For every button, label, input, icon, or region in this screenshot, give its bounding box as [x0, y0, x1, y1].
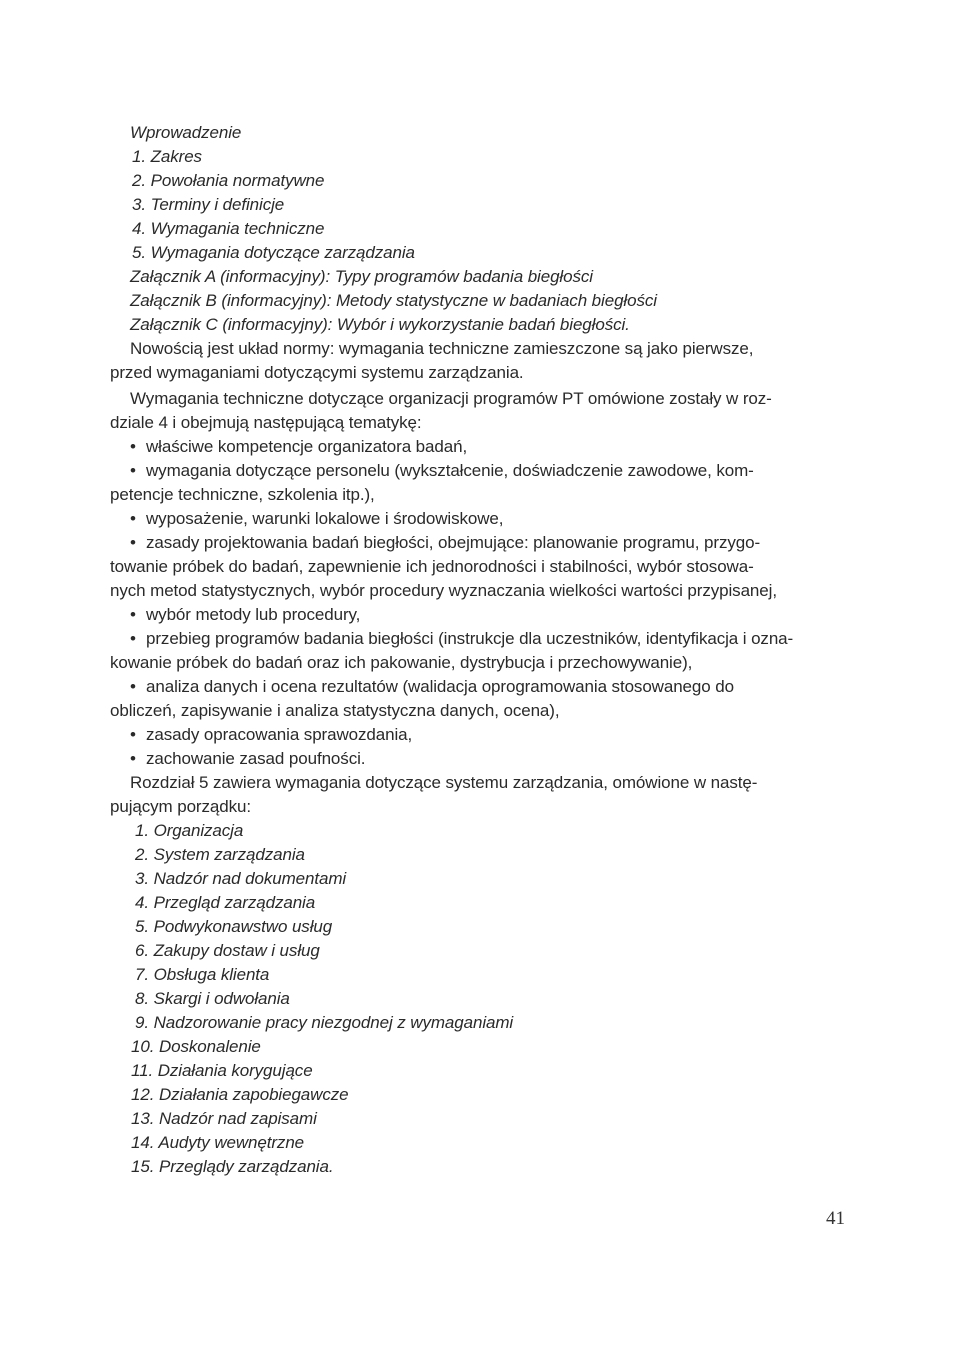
paragraph-line: dziale 4 i obejmują następującą tematykę:	[110, 413, 422, 432]
toc-item: 4. Wymagania techniczne	[132, 219, 325, 238]
bullet-item: • wybór metody lub procedury,	[130, 604, 360, 626]
bullet-item: • zachowanie zasad poufności.	[130, 748, 365, 770]
toc-item: 2. Powołania normatywne	[132, 171, 325, 190]
toc-item: 3. Terminy i definicje	[132, 195, 285, 214]
chapter5-item: 6. Zakupy dostaw i usług	[135, 941, 320, 960]
paragraph-line: Wymagania techniczne dotyczące organizacji programów PT omówione zostały w roz-	[130, 389, 772, 408]
bullet-item: • przebieg programów badania biegłości (instrukcje dla uczestników, identyfikacja i ozna-	[130, 628, 793, 650]
paragraph-line: Nowością jest układ normy: wymagania techniczne zamieszczone są jako pierwsze,	[130, 339, 754, 358]
chapter5-item: 11. Działania korygujące	[131, 1061, 313, 1080]
toc-item: Załącznik A (informacyjny): Typy programów badania biegłości	[130, 267, 593, 286]
paragraph-line: przed wymaganiami dotyczącymi systemu zarządzania.	[110, 363, 524, 382]
bullet-item: • wyposażenie, warunki lokalowe i środowiskowe,	[130, 508, 503, 530]
chapter5-item: 13. Nadzór nad zapisami	[131, 1109, 317, 1128]
paragraph-line: pującym porządku:	[110, 797, 251, 816]
bullet-item: • zasady projektowania badań biegłości, obejmujące: planowanie programu, przygo-	[130, 532, 760, 554]
bullet-continuation: obliczeń, zapisywanie i analiza statystyczna danych, ocena),	[110, 701, 560, 720]
chapter5-item: 10. Doskonalenie	[131, 1037, 261, 1056]
chapter5-item: 3. Nadzór nad dokumentami	[135, 869, 347, 888]
toc-item: 1. Zakres	[132, 147, 202, 166]
bullet-continuation: nych metod statystycznych, wybór procedury wyznaczania wielkości wartości przypisanej,	[110, 581, 777, 600]
chapter5-item: 4. Przegląd zarządzania	[135, 893, 316, 912]
page-number: 41	[826, 1208, 845, 1229]
bullet-item: • wymagania dotyczące personelu (wykształcenie, doświadczenie zawodowe, kom-	[130, 460, 754, 482]
chapter5-item: 12. Działania zapobiegawcze	[131, 1085, 349, 1104]
bullet-continuation: towanie próbek do badań, zapewnienie ich jednorodności i stabilności, wybór stosowa-	[110, 557, 754, 576]
chapter5-item: 15. Przeglądy zarządzania.	[131, 1157, 334, 1176]
bullet-item: • analiza danych i ocena rezultatów (walidacja oprogramowania stosowanego do	[130, 676, 734, 698]
bullet-item: • zasady opracowania sprawozdania,	[130, 724, 412, 746]
chapter5-item: 7. Obsługa klienta	[135, 965, 270, 984]
bullet-continuation: kowanie próbek do badań oraz ich pakowanie, dystrybucja i przechowywanie),	[110, 653, 693, 672]
chapter5-item: 2. System zarządzania	[135, 845, 305, 864]
intro-title: Wprowadzenie	[130, 123, 242, 142]
paragraph-line: Rozdział 5 zawiera wymagania dotyczące systemu zarządzania, omówione w nastę-	[130, 773, 758, 792]
chapter5-item: 5. Podwykonawstwo usług	[135, 917, 333, 936]
bullet-continuation: petencje techniczne, szkolenia itp.),	[110, 485, 375, 504]
toc-item: 5. Wymagania dotyczące zarządzania	[132, 243, 415, 262]
toc-item: Załącznik B (informacyjny): Metody statystyczne w badaniach biegłości	[130, 291, 657, 310]
bullet-item: • właściwe kompetencje organizatora badań,	[130, 436, 467, 458]
chapter5-item: 9. Nadzorowanie pracy niezgodnej z wymaganiami	[135, 1013, 514, 1032]
toc-item: Załącznik C (informacyjny): Wybór i wykorzystanie badań biegłości.	[130, 315, 630, 334]
chapter5-item: 1. Organizacja	[135, 821, 244, 840]
chapter5-item: 8. Skargi i odwołania	[135, 989, 290, 1008]
chapter5-item: 14. Audyty wewnętrzne	[131, 1133, 305, 1152]
